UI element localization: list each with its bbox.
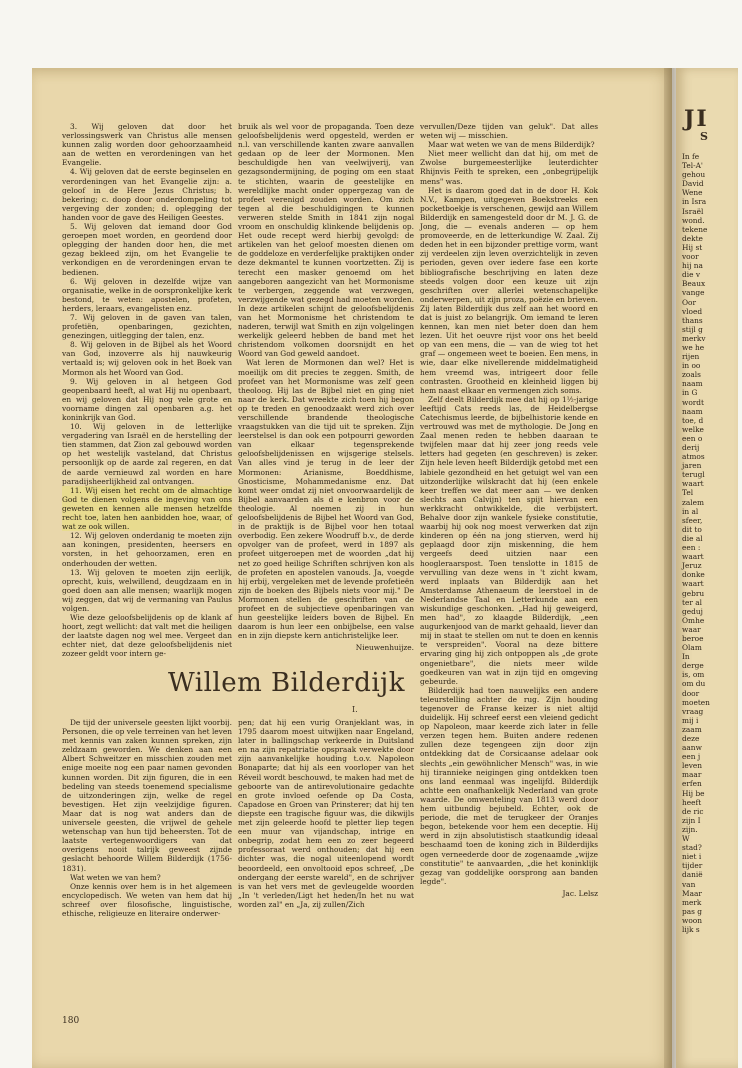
right-page-line: een o [682, 433, 703, 443]
paragraph: Niet meer wellicht dan dat hij, om met de Zwolse burgemeesterlijke leuterdichter Rhijnvis Feith te spreken, een „onbegrijpelijk mens" was. [420, 149, 598, 186]
right-page-line: in oo [682, 361, 701, 371]
right-page-line: hij na [682, 261, 703, 271]
right-page-line: naam [682, 379, 703, 389]
right-page-line: In [682, 652, 690, 662]
right-page-line: wordt [682, 397, 705, 407]
right-page-line: dit to [682, 524, 702, 534]
paragraph: 6. Wij geloven in dezelfde wijze van organisatie, welke in de oorspronkelijke kerk bestond, te weten: apostelen, profeten, herders, leraars, evangelisten enz. [62, 276, 232, 313]
right-page-line: heeft [682, 797, 702, 807]
paragraph: 7. Wij geloven in de gaven van talen, profetiën, openbaringen, gezichten, genezingen, uitlegging der talen, enz. [62, 312, 232, 341]
paragraph: bruik als wel voor de propaganda. Toen deze geloofsbelijdenis werd opgesteld, werden er n.l. van verschillende kanten zware aanvallen gedaan op de leer der Mormonen. Men beschuldigde hen van veelwijverij, van gezagsondermijning, de poging om een staat te stichten, waarin de geestelijke en wereldlijke macht onder oppergezag van de profeet verenigd zouden worden. Om zich tegen al die beschuldigingen te kunnen verweren stelde Smith in 1841 zijn nogal vroom en onschuldig klinkende belijdenis op. Het oude recept werd hierbij gevolgd: de artikelen van het geloof moesten dienen om de goddeloze en verderfelijke praktijken onder deze dekmantel te kunnen voortzetten. Zij is terecht een masker genoemd om het aangeboren aangezicht van het Mormonisme te verbergen, zeggende wat verzwegen, verzwijgende wat gezegd had moeten worden. In deze artikelen schijnt de geloofsbelijdenis van het Mormonisme het christendom te naderen, terwijl wat Smith en zijn volgelingen werkelijk geleerd hebben de band met het christendom volkomen doorsnijdt en het Woord van God geweld aandoet. [238, 122, 415, 359]
right-page-line: gebru [682, 588, 705, 598]
right-page-line: derij [682, 443, 700, 452]
right-page-line: W [682, 834, 690, 844]
right-page-line: gehou [682, 170, 706, 180]
paragraph: vervullen/Deze tijden van geluk". Dat alles weten wij — misschien. [420, 122, 598, 141]
right-page-line: beroe [682, 633, 704, 643]
paragraph: Wie deze geloofsbelijdenis op de klank af hoort, zegt wellicht: dat valt met die heiligen der laatste dagen nog wel mee. Vergeet dan echter niet, dat deze geloofsbelijdenis niet zozeer geldt voor intern ge- [62, 613, 232, 659]
right-page-line: die v [682, 270, 700, 280]
right-page-line: In fe [682, 152, 700, 161]
paragraph: Wat leren de Mormonen dan wel? Het is moeilijk om dit precies te zeggen. Smith, de profeet van het Mormonisme was zelf geen theoloog. Hij las de Bijbel niet en ging niet naar de kerk. Dat wreekte zich toen hij begon op te treden en genoodzaakt werd zich over verschillende brandende theologische vraagstukken van die tijd uit te spreken. Zijn leerstelsel is dan ook een potpourri geworden van elkaar tegensprekende geloofsbelijdenissen en wijsgerige stelsels. Van alles vind je terug in de leer der Mormonen: Arianisme, Boeddhisme, Gnosticisme, Mohammedanisme enz. Dat komt weer omdat zij niet onvoorwaardelijk de Bijbel aanvaarden als d e kenbron voor de theologie. Al noemen zij in hun geloofsbelijdenis de Bijbel het Woord van God, in de praktijk is de Bijbel voor hen totaal overbodig. Een zekere Woodruff b.v., de derde opvolger van de profeet, werd in 1897 als profeet uitgeroepen met de woorden „dat hij net zo goed heilige Schriften schrijven kon als de profeten en apostelen vanouds. Ja, voegde hij erbij, vergeleken met de levende profetieën zijn de boeken des Bijbels niets voor mij." De Mormonen stellen de geschriften van de profeet en de subjectieve openbaringen van hun geestelijke leiders boven de Bijbel. En daarom is hun leer een onbijbelse, een valse en in zijn diepste kern antichristelijke leer. [238, 358, 414, 641]
page-number: 180 [62, 1016, 80, 1026]
right-page-line: geduj [682, 606, 703, 616]
right-page-line: Jeruz [682, 561, 702, 571]
right-page-line: vraag [682, 706, 704, 716]
right-page-line: stad? [682, 843, 702, 853]
right-page-line: woon [682, 915, 702, 925]
right-page-line: zalem [682, 497, 705, 507]
right-page-line: atmos [682, 452, 705, 462]
right-page-subtitle: S [700, 130, 708, 143]
right-page-line: jaren [682, 461, 702, 471]
right-page-line: door [682, 688, 700, 698]
right-page-line: deze [682, 734, 700, 743]
paragraph: Bilderdijk had toen nauwelijks een andere teleurstelling achter de rug. Zijn houding tegenover de Franse keizer is niet altijd duidelijk. Hij schreef eerst een vleiend gedicht op Napoleon, maar keerde zich later in felle verzen tegen hem. Buiten andere redenen zullen deze tegengeen zijn door zijn ontdekking dat de Corsicaanse adelaar ook slechts „ein gewöhnlicher Mensch" was, in wie hij tirannieke neigingen ging ontdekken toen ons land eenmaal was ingelijfd. Bilderdijk achtte een onafhankelijk Nederland van grote waarde. De omwenteling van 1813 werd door hem uitbundig bejubeld. Echter, ook de periode, die met de terugkeer der Oranjes begon, betekende voor hem een deceptie. Hij werd in zijn absolutistisch staatkundig ideaal beschaamd toen de koning zich in Bilderdijks ogen verneederde door de zogenaamde „wijze constitutie" te aanvaarden, „die het koninklijk gezag van goddelijke oorsprong aan banden legde". [420, 685, 598, 886]
paragraph: Wat weten we van hem? [70, 872, 161, 882]
right-page-line: David [682, 179, 704, 189]
right-page-column [682, 152, 742, 934]
right-page-line: zijn I [682, 815, 701, 825]
right-page-line: danië [682, 870, 703, 880]
right-page-line: Tel-A' [682, 161, 703, 171]
right-page-line: tekene [682, 224, 708, 234]
right-page-line: vange [682, 288, 705, 298]
right-page-title: JI [684, 106, 709, 132]
right-page-line: waart [682, 552, 704, 562]
paragraph: 8. Wij geloven in de Bijbel als het Woord van God, inzoverre als hij nauwkeurig vertaald is; wij geloven ook in het Boek van Mormon als het Woord van God. [62, 340, 232, 377]
right-page-line: naam [682, 406, 703, 416]
paragraph: 10. Wij geloven in de letterlijke vergadering van Israël en de herstelling der tien stammen, dat Zion zal gebouwd worden op het westelijk vasteland, dat Christus persoonlijk op de aarde zal regeren, en dat de aarde vernieuwd zal worden en hare paradijsheerlijkheid zal ontvangen. [62, 422, 232, 486]
author-signature: Nieuwenhuijze. [355, 643, 414, 653]
right-page-line: toe, d [682, 415, 704, 425]
paragraph-highlighted: 11. Wij eisen het recht om de almachtige God te dienen volgens de ingeving van ons geweten en kennen alle mensen hetzelfde recht toe, laten hen aanbidden hoe, waar, of wat ze ook willen. [62, 485, 232, 532]
right-page-line: in Isra [682, 197, 707, 207]
right-page-line: Omhe [682, 615, 705, 625]
right-page-line: van [682, 879, 696, 889]
right-page-line: lijk s [682, 924, 700, 934]
right-page-line: terugl [682, 470, 705, 480]
right-page-line: pas g [682, 906, 703, 916]
right-page-line: moeten [682, 697, 710, 707]
paragraph: 12. Wij geloven onderdanig te moeten zijn aan koningen, presidenten, heersers en vorsten, in het gehoorzamen, eren en onderhouden der wetten. [62, 531, 232, 568]
right-page-line: Maar [682, 888, 702, 898]
bottom-column-2 [238, 718, 414, 1008]
right-page-line: zijn. [682, 824, 698, 834]
right-page-line: sfeer, [682, 515, 703, 525]
paragraph: 9. Wij geloven in al hetgeen God geopenbaard heeft, al wat Hij nu openbaart, en wij geloven dat Hij nog vele grote en voorname dingen zal openbaren a.g. het koninkrijk van God. [62, 376, 232, 422]
article-section-number: I. [352, 705, 358, 714]
right-page-line: een j [682, 752, 701, 762]
right-page-line: donke [682, 570, 705, 580]
right-page-line: dekte [682, 233, 703, 243]
right-page-line: Beaux [682, 279, 706, 289]
right-page-line: zoals [682, 370, 701, 380]
right-page-line: Israël [682, 206, 704, 216]
paragraph: 3. Wij geloven dat door het verlossingswerk van Christus alle mensen kunnen zalig worden door gehoorzaamheid aan de wetten en verordeningen van het Evangelie. [62, 122, 232, 168]
right-page-line: maar [682, 770, 702, 780]
right-page-line: wond. [682, 215, 705, 225]
right-page-line: thans [682, 315, 703, 325]
right-page-line: we he [682, 342, 705, 352]
column-3 [420, 122, 598, 1010]
right-page-line: mij i [682, 715, 699, 725]
paragraph: 13. Wij geloven te moeten zijn eerlijk, oprecht, kuis, welwillend, deugdzaam en in goed doen aan alle mensen; waarlijk mogen wij zeggen, dat wij de vermaning van Paulus volgen. [62, 567, 232, 613]
right-page-line: derge [682, 661, 704, 671]
bottom-column-1 [62, 718, 232, 1008]
right-page-line: tijder [682, 861, 703, 871]
right-page-line: aanw [682, 743, 702, 753]
right-page-line: ter al [682, 597, 702, 607]
paragraph: De tijd der universele geesten lijkt voorbij. Personen, die op vele terreinen van het leven met kennis van zaken kunnen spreken, zijn zeldzaam geworden. We denken aan een Albert Schweitzer en misschien zouden met enige moeite nog een paar namen gevonden kunnen worden. Dit zijn figuren, die in een bedeling van steeds toenemend specialisme de uitzonderingen zijn, welke de regel bevestigen. Het zijn veelzijdige figuren. Maar dat is nog wat anders dan de universele geesten, die vrijwel de gehele wetenschap van hun tijd beheersten. Tot de laatste vertegenwoordigers van dat overigens nooit talrijk geweest zijnde geslacht behoorde Willem Bilderdijk (1756-1831). [62, 718, 232, 873]
article-title: Willem Bilderdijk [168, 668, 405, 698]
right-page-line: een : [682, 543, 701, 553]
right-page-line: waart [682, 479, 704, 489]
right-page-line: welke [682, 424, 704, 434]
right-page-line: merkv [682, 333, 706, 343]
right-page-line: Oor [682, 297, 697, 307]
paragraph: Zelf deelt Bilderdijk mee dat hij op 1½-jarige leeftijd Cats reeds las, de Heidelbergse Catechismus leerde, de bijbelhistorie kende en vertrouwd was met de mythologie. De Jong en Zaal menen reden te hebben daaraan te twijfelen maar dat hij zeer jong reeds vele letters had gegeten (en geschreven) is zeker. Zijn hele leven heeft Bilderdijk getobd met een labiele gezondheid en het getuigt wel van een uitzonderlijke wilskracht dat hij (een enkele keer treffen we dat meer aan — we denken slechts aan Calvijn) ten spijt hiervan een werkkracht ontwikkelde, die verbijstert. Behalve door zijn wankele fysieke constitutie, waarbij hij ook nog moest verwerken dat zijn kinderen op één na jong stierven, werd hij geplaagd door zijn miskenning, die hem vergeefs deed uitzien naar een hoogleraarspost. Toen tenslotte in 1815 de vervulling van deze wens in 't zicht kwam, werd inplaats van Bilderdijk aan het Amsterdamse Athenaeum de leerstoel in de Nederlandse Taal en Letterkunde aan een wiskundige geschonken. „Had hij geweigerd, men had", zo klaagde Bilderdijk, „een augurkenjood van de markt gehaald, liever dan mij in staat te stellen om nut te doen en kennis te verspreiden". Vooral na deze bittere ervaring ging hij zich ontpoppen als „de grote ongenietbare", die niets meer wilde goedkeuren van wat in zijn tijd en omgeving gebeurde. [420, 394, 598, 686]
paragraph: Het is daarom goed dat in de door H. Kok N.V., Kampen, uitgegeven Boekstreeks een pocketboekje is verschenen, gewijd aan Willem Bilderdijk en samengesteld door dr M. J. G. de Jong, die — evenals anderen — op hem promoveerde, en de letterkundige W. Zaal. Zij deden het in een bijzonder prettige vorm, want zij verdeelen zijn leven overzichtelijk in zeven perioden, geven over iedere fase een korte bibliografische beschrijving en laten deze steeds volgen door een keuze uit zijn geschriften over allerlei wetenschapelijke onderwerpen, uit zijn proza, poëzie en brieven. Zij laten Bilderdijk dus zelf aan het woord en dat is juist zo belangrijk. Om iemand te leren kennen, kan men niet beter doen dan hem lezen. Uit het oeuvre rijst voor ons het beeld op van een mens, die — van de wieg tot het graf — ongemeen weet te boeien. Een mens, in wie, daar elke nivellerende middelmatigheid hem vreemd was, intrigeert door felle contrasten. Grootheid en kleinheid liggen bij hem naast elkaar en vermengen zich soms. [420, 185, 598, 395]
right-page-line: niet i [682, 852, 702, 862]
right-page-line: waart [682, 579, 704, 589]
right-page-line: Hij st [682, 242, 703, 252]
right-page-line: die al [682, 533, 703, 543]
paragraph: Maar wat weten we van de mens Bilderdijk? [428, 140, 595, 150]
right-page-line: de ric [682, 806, 704, 816]
right-page-line: om du [682, 679, 706, 689]
right-page-line: in G [682, 388, 698, 398]
right-page-line: rijen [682, 352, 700, 362]
right-page-line: Tel [682, 488, 694, 498]
right-page-line: voor [682, 252, 699, 262]
author-signature: Jac. Lelsz [562, 888, 598, 898]
right-page-line: vloed [682, 306, 703, 316]
right-page-line: zaam [682, 724, 702, 734]
paragraph: 4. Wij geloven dat de eerste beginselen en verordeningen van het Evangelie zijn: a. geloof in de Here Jezus Christus; b. bekering; c. doop door onderdompeling tot vergeving der zonden; d. oplegging der handen voor de gave des Heiligen Geestes. [62, 167, 232, 222]
right-page-line: erfen [682, 779, 702, 789]
right-page-line: merk [682, 897, 702, 907]
right-page-line: waar [682, 624, 701, 634]
paragraph: pen; dat hij een vurig Oranjeklant was, in 1795 daarom moest uitwijken naar Engeland, later in ballingschap verkeerde in Duitsland en na zijn repatriatie opspraak verwekte door zijn aanvankelijke houding t.o.v. Napoleon Bonaparte; dat hij als een voorloper van het Réveil wordt beschouwd, te maken had met de geboorte van de antirevolutionaire gedachte en grote invloed oefende op Da Costa, Capadose en Groen van Prinsterer; dat hij ten diepste een tragische figuur was, die dikwijls met zijn geleerde hoofd te pletter liep tegen een muur van vijandschap, intrige en onbegrip, zodat hem een zo zeer begeerd professoraat werd onthouden; dat hij een dichter was, die nogal uiteenlopend wordt beoordeeld, een onvoltooid epos schreef, „De ondergang der eerste wareld", en de schrijver is van het vers met de gevleugelde woorden „In 't verleden/Ligt het heden/In het nu wat worden zal" en „Ja, zij zullen/Zich [238, 718, 414, 909]
right-page-line: Hij be [682, 788, 705, 798]
right-page-line: Olam [682, 643, 702, 653]
top-column-2 [238, 122, 415, 653]
top-column-1 [62, 122, 232, 659]
paragraph: 5. Wij geloven dat iemand door God geroepen moet worden, en geordend door oplegging der handen door hen, die met gezag bekleed zijn, om het Evangelie te verkondigen en de verordeningen ervan te bedienen. [62, 222, 232, 277]
paragraph: Onze kennis over hem is in het algemeen encyclopedisch. We weten van hem dat hij schreef over filosofische, linguistische, ethische, religieuze en literaire onderwer- [62, 881, 232, 918]
right-page-line: leven [682, 761, 703, 771]
right-page-line: is, om [682, 670, 705, 680]
right-page-line: in al [682, 506, 699, 516]
right-page-line: stijl g [682, 324, 703, 334]
right-page-line: Wene [682, 188, 703, 198]
